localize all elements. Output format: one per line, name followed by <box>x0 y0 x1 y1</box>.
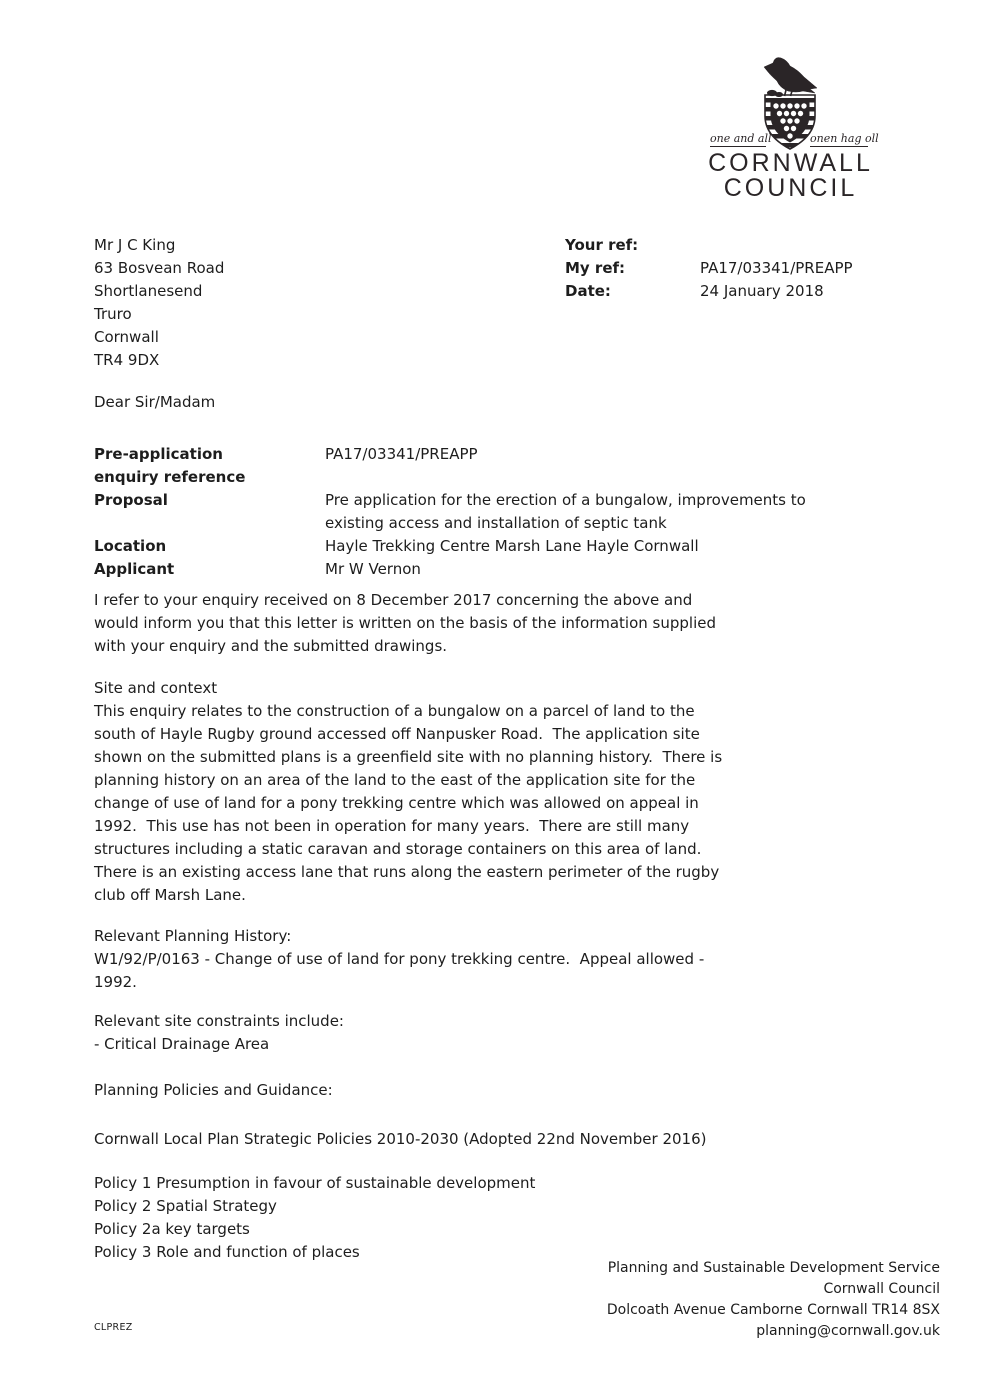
summary-row <box>94 443 934 489</box>
body-line: change of use of land for a pony trekking centre which was allowed on appeal in <box>94 794 699 812</box>
body-line: - Critical Drainage Area <box>94 1035 270 1053</box>
letter-body <box>94 589 944 1264</box>
summary-value-line: Mr W Vernon <box>325 560 421 578</box>
summary-value <box>325 489 934 535</box>
summary-row <box>94 558 934 581</box>
summary-label-line: Applicant <box>94 560 175 578</box>
application-summary <box>94 443 934 581</box>
ref-row <box>565 280 853 303</box>
summary-label-line: Location <box>94 537 167 555</box>
ref-row <box>565 234 853 257</box>
body-line: This enquiry relates to the construction of a bungalow on a parcel of land to the <box>94 702 695 720</box>
summary-value <box>325 443 934 466</box>
summary-label <box>94 443 325 489</box>
policies-heading <box>94 1079 944 1102</box>
local-plan-line <box>94 1128 944 1151</box>
motto-left: one and all <box>710 132 772 145</box>
section-heading: Planning Policies and Guidance: <box>94 1081 333 1099</box>
recipient-line: TR4 9DX <box>94 351 160 369</box>
reference-block <box>565 234 853 303</box>
ref-row <box>565 257 853 280</box>
section-heading: Relevant site constraints include: <box>94 1012 344 1030</box>
policy-item: Policy 1 Presumption in favour of sustainable development <box>94 1174 536 1192</box>
body-line: structures including a static caravan and storage containers on this area of land. <box>94 840 702 858</box>
body-line: 1992. This use has not been in operation for many years. There are still many <box>94 817 690 835</box>
body-line: planning history on an area of the land to the east of the application site for the <box>94 771 696 789</box>
summary-label <box>94 558 325 581</box>
footer-line: Planning and Sustainable Development Service <box>607 1260 940 1276</box>
council-logo <box>700 53 878 208</box>
policy-list <box>94 1172 944 1264</box>
body-line: There is an existing access lane that runs along the eastern perimeter of the rugby <box>94 863 720 881</box>
summary-label-line: enquiry reference <box>94 468 246 486</box>
summary-label <box>94 489 325 512</box>
body-line: Cornwall Local Plan Strategic Policies 2010-2030 (Adopted 22nd November 2016) <box>94 1130 707 1148</box>
summary-value-line: existing access and installation of septic tank <box>325 514 667 532</box>
body-line: 1992. <box>94 973 137 991</box>
summary-value <box>325 535 934 558</box>
body-line: W1/92/P/0163 - Change of use of land for pony trekking centre. Appeal allowed - <box>94 950 705 968</box>
recipient-line: 63 Bosvean Road <box>94 259 225 277</box>
doc-code: CLPREZ <box>94 1322 133 1333</box>
motto-right: onen hag oll <box>810 132 879 145</box>
section-heading: Relevant Planning History: <box>94 927 292 945</box>
body-line: would inform you that this letter is written on the basis of the information supplied <box>94 614 716 632</box>
summary-value <box>325 558 934 581</box>
summary-row <box>94 489 934 535</box>
summary-value-line: Hayle Trekking Centre Marsh Lane Hayle Cornwall <box>325 537 699 555</box>
footer-address <box>607 1258 940 1342</box>
recipient-line: Truro <box>94 305 132 323</box>
footer-line: Cornwall Council <box>823 1281 940 1297</box>
my-ref-value: PA17/03341/PREAPP <box>700 259 853 277</box>
body-line: south of Hayle Rugby ground accessed off Nanpusker Road. The application site <box>94 725 700 743</box>
recipient-line: Shortlanesend <box>94 282 203 300</box>
my-ref-label: My ref: <box>565 259 626 277</box>
summary-value-line: PA17/03341/PREAPP <box>325 445 478 463</box>
summary-label-line: Pre-application <box>94 445 223 463</box>
body-line: shown on the submitted plans is a greenfield site with no planning history. There is <box>94 748 723 766</box>
planning-history-section <box>94 925 944 994</box>
body-line: club off Marsh Lane. <box>94 886 246 904</box>
recipient-address <box>94 234 224 372</box>
recipient-line: Cornwall <box>94 328 159 346</box>
site-constraints-section <box>94 1010 944 1056</box>
body-line: I refer to your enquiry received on 8 December 2017 concerning the above and <box>94 591 693 609</box>
policy-item: Policy 3 Role and function of places <box>94 1243 360 1261</box>
summary-row <box>94 535 934 558</box>
your-ref-label: Your ref: <box>565 236 639 254</box>
chough-icon <box>764 58 817 97</box>
section-heading: Site and context <box>94 679 218 697</box>
date-value: 24 January 2018 <box>700 282 824 300</box>
shield-icon <box>765 95 815 149</box>
body-line: with your enquiry and the submitted drawings. <box>94 637 448 655</box>
intro-paragraph <box>94 589 944 658</box>
footer-line: Dolcoath Avenue Camborne Cornwall TR14 8SX <box>606 1302 940 1318</box>
salutation: Dear Sir/Madam <box>94 393 216 411</box>
summary-label <box>94 535 325 558</box>
summary-label-line: Proposal <box>94 491 168 509</box>
policy-item: Policy 2 Spatial Strategy <box>94 1197 277 1215</box>
summary-value-line: Pre application for the erection of a bungalow, improvements to <box>325 491 806 509</box>
date-label: Date: <box>565 282 611 300</box>
footer-email: planning@cornwall.gov.uk <box>756 1323 940 1339</box>
council-name-line2: COUNCIL <box>723 174 858 202</box>
council-name-line1: CORNWALL <box>708 149 873 177</box>
recipient-line: Mr J C King <box>94 236 176 254</box>
site-context-section <box>94 677 944 907</box>
policy-item: Policy 2a key targets <box>94 1220 250 1238</box>
